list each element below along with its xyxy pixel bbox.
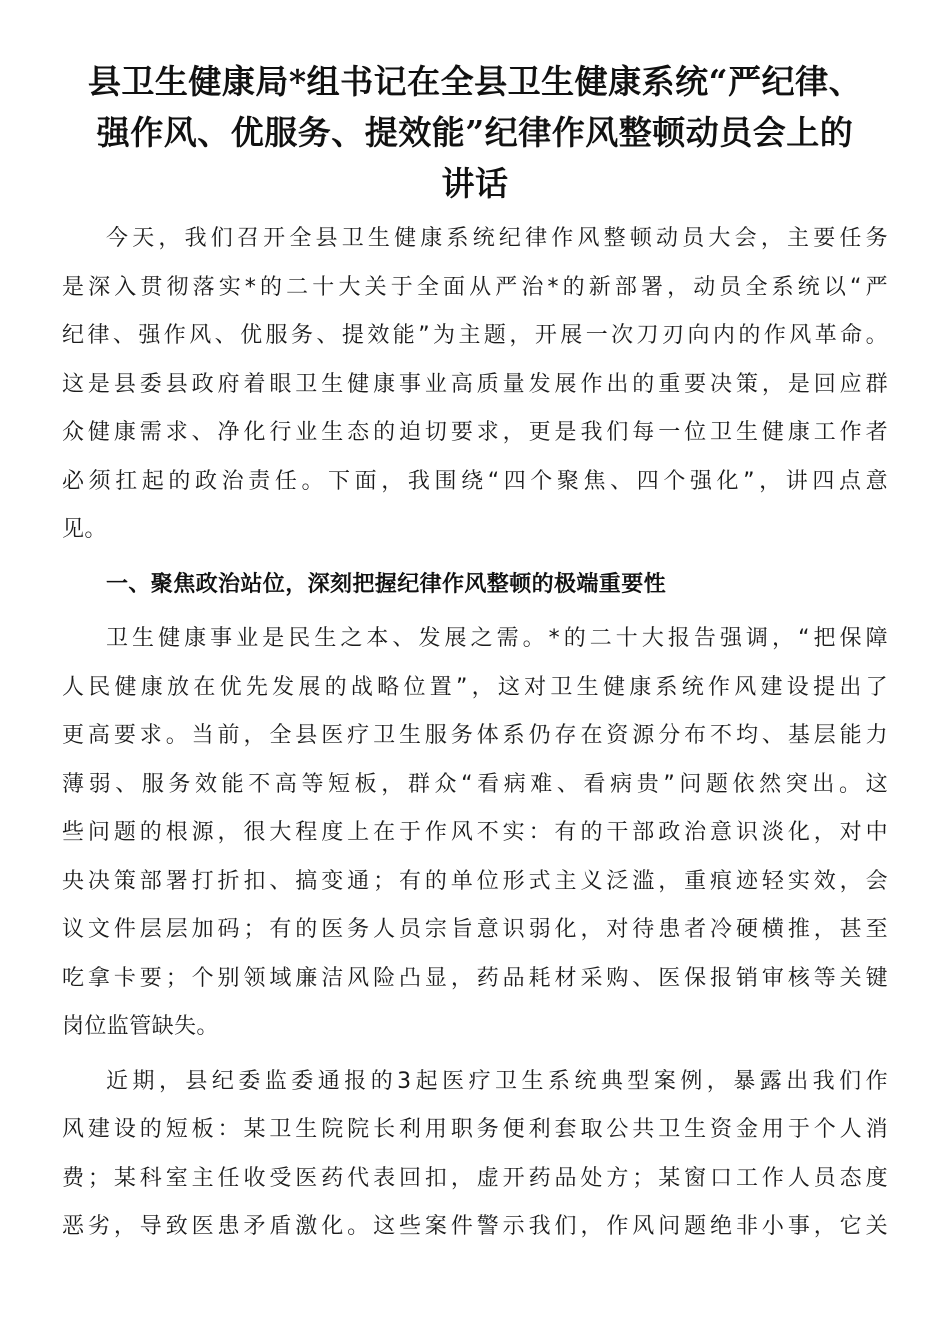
- text-line: 风建设的短板：某卫生院院长利用职务便利套取公共卫生资金用于个人消: [62, 1117, 888, 1142]
- text-line: 议文件层层加码；有的医务人员宗旨意识弱化，对待患者冷硬横推，甚至: [62, 917, 888, 942]
- text-line: 众健康需求、净化行业生态的迫切要求，更是我们每一位卫生健康工作者: [62, 420, 888, 445]
- text-line: 岗位监管缺失。: [62, 1014, 219, 1039]
- text-line: 更高要求。当前，全县医疗卫生服务体系仍存在资源分布不均、基层能力: [62, 723, 888, 748]
- text-line: 人民健康放在优先发展的战略位置”，这对卫生健康系统作风建设提出了: [62, 674, 888, 700]
- text-line: 这是县委县政府着眼卫生健康事业高质量发展作出的重要决策，是回应群: [62, 371, 888, 397]
- document-title: [62, 56, 888, 209]
- text-line: 见。: [62, 517, 107, 542]
- text-line: 吃拿卡要；个别领域廉洁风险凸显，药品耗材采购、医保报销审核等关键: [62, 965, 888, 991]
- paragraph-intro: [62, 215, 888, 555]
- title-line: 县卫生健康局*组书记在全县卫生健康系统“严纪律、: [87, 62, 863, 101]
- text-line: 费；某科室主任收受医药代表回扣，虚开药品处方；某窗口工作人员态度: [62, 1165, 888, 1191]
- text-line: 纪律、强作风、优服务、提效能”为主题，开展一次刀刃向内的作风革命。: [62, 323, 888, 348]
- text-line: 恶劣，导致医患矛盾激化。这些案件警示我们，作风问题绝非小事，它关: [62, 1214, 888, 1239]
- section-heading: 一、聚焦政治站位，深刻把握纪律作风整顿的极端重要性: [106, 571, 667, 597]
- text-line: 近期，县纪委监委通报的3起医疗卫生系统典型案例，暴露出我们作: [106, 1068, 888, 1094]
- title-line: 讲话: [441, 164, 509, 203]
- text-line: 薄弱、服务效能不高等短板，群众“看病难、看病贵”问题依然突出。这: [62, 771, 888, 797]
- text-line: 卫生健康事业是民生之本、发展之需。*的二十大报告强调，“把保障: [106, 626, 888, 651]
- text-line: 今天，我们召开全县卫生健康系统纪律作风整顿动员大会，主要任务: [106, 226, 888, 251]
- text-line: 必须扛起的政治责任。下面，我围绕“四个聚焦、四个强化”，讲四点意: [62, 468, 888, 494]
- text-line: 是深入贯彻落实*的二十大关于全面从严治*的新部署，动员全系统以“严: [62, 274, 888, 300]
- paragraph-section-1: [62, 615, 888, 1052]
- text-line: 央决策部署打折扣、搞变通；有的单位形式主义泛滥，重痕迹轻实效，会: [62, 868, 888, 894]
- paragraph-cases: [62, 1058, 888, 1252]
- title-line: 强作风、优服务、提效能”纪律作风整顿动员会上的: [96, 113, 854, 152]
- text-line: 些问题的根源，很大程度上在于作风不实：有的干部政治意识淡化，对中: [62, 820, 888, 845]
